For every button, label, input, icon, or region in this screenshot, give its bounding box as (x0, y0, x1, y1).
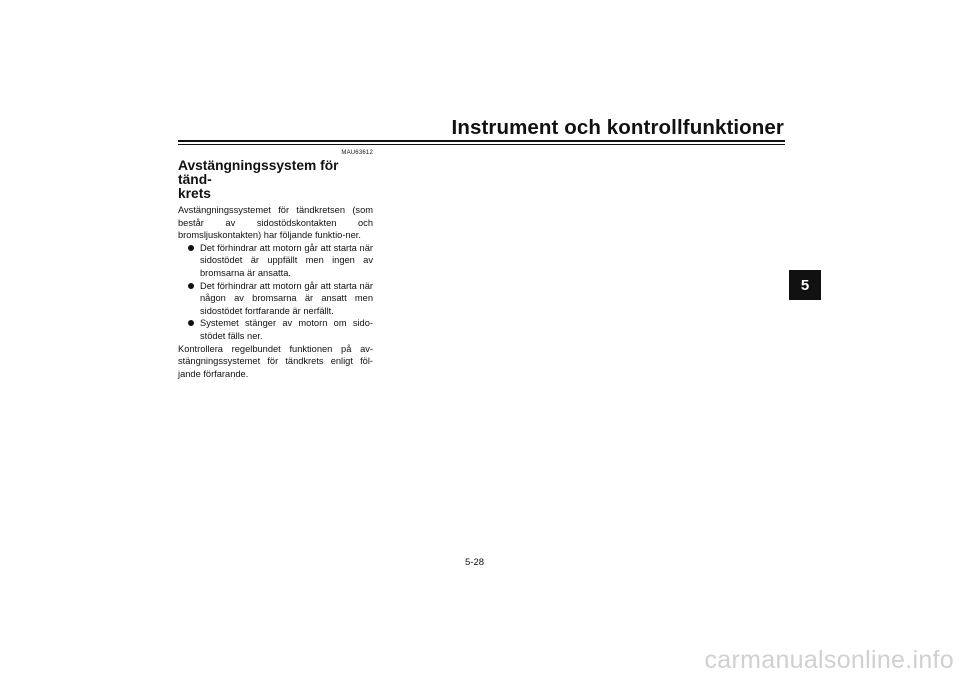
list-item (178, 242, 373, 280)
page-number: 5-28 (465, 557, 485, 568)
header-rule-thin (178, 144, 785, 145)
reference-code: MAU63612 (341, 150, 373, 156)
header-rule-thick (178, 140, 785, 142)
chapter-tab: 5 (789, 270, 821, 300)
list-item (178, 317, 373, 342)
section-heading-line-2: krets (178, 186, 211, 201)
closing-paragraph: Kontrollera regelbundet funktionen på av-stängningssystemet för tändkrets enligt föl-jande förfarande. (178, 343, 373, 379)
intro-paragraph: Avstängningssystemet för tändkretsen (som består av sidostödskontakten och bromsljuskontakten) har följande funktio-ner. (178, 205, 373, 241)
bullet-dot-icon (188, 245, 194, 251)
list-item-text: Det förhindrar att motorn går att starta när någon av bromsarna är ansatt men sidostödet fortfarande är nerfällt. (200, 280, 373, 316)
bullet-dot-icon (188, 320, 194, 326)
list-item-text: Det förhindrar att motorn går att starta när sidostödet är uppfällt men ingen av bromsarna är ansatta. (200, 242, 373, 278)
list-item (178, 280, 373, 318)
section-heading (178, 159, 373, 201)
page-header-title: Instrument och kontrollfunktioner (451, 116, 784, 139)
function-list (178, 242, 373, 343)
watermark-text: carmanualsonline.info (704, 646, 954, 674)
list-item-text: Systemet stänger av motorn om sido-stödet fälls ner. (200, 318, 373, 341)
bullet-dot-icon (188, 283, 194, 289)
section-content (178, 150, 373, 380)
section-heading-line-1: Avstängningssystem för tänd- (178, 158, 339, 187)
